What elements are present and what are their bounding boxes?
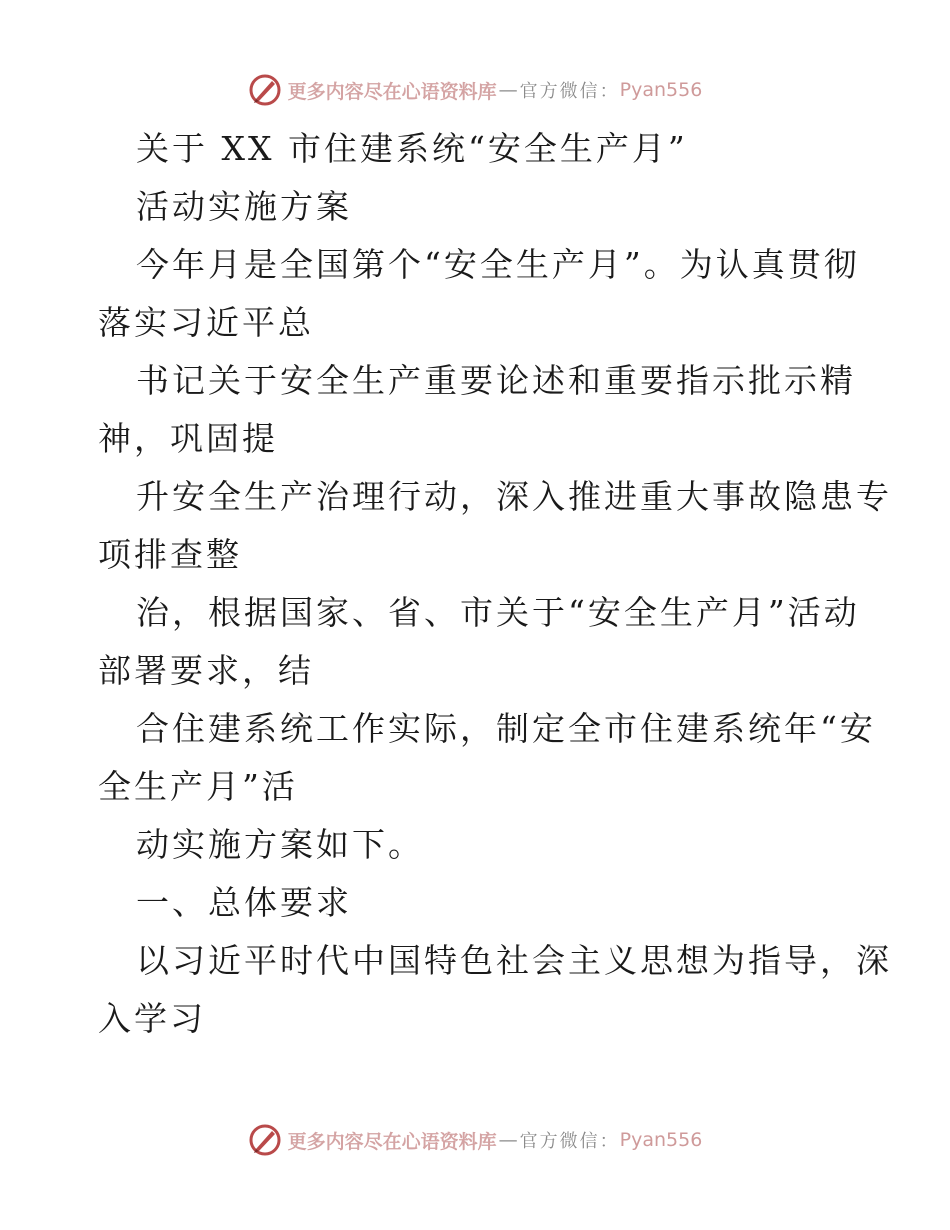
text-line: 今年月是全国第个“安全生产月”。为认真贯彻 bbox=[136, 245, 860, 284]
text-line: 关于 XX 市住建系统“安全生产月” bbox=[136, 129, 688, 168]
banner-dash: — bbox=[498, 79, 518, 101]
text-line: 一、总体要求 bbox=[136, 883, 352, 922]
header-banner bbox=[0, 70, 950, 110]
text-line: 部署要求，结 bbox=[98, 651, 314, 690]
text-line: 项排查整 bbox=[98, 535, 242, 574]
banner-sub-text: 官方微信： bbox=[519, 1131, 620, 1152]
text-line: 合住建系统工作实际，制定全市住建系统年“安 bbox=[136, 709, 876, 748]
quill-logo-icon bbox=[248, 1123, 282, 1157]
banner-sub-text: 官方微信： bbox=[519, 81, 620, 102]
banner-main-text: 更多内容尽在心语资料库 bbox=[287, 1130, 497, 1153]
text-line: 动实施方案如下。 bbox=[136, 825, 424, 864]
text-line: 升安全生产治理行动，深入推进重大事故隐患专 bbox=[136, 477, 892, 516]
document-body bbox=[98, 120, 892, 1048]
banner-wechat-id: Pyan556 bbox=[619, 79, 703, 101]
text-line: 入学习 bbox=[98, 999, 206, 1038]
text-line: 神，巩固提 bbox=[98, 419, 278, 458]
text-line: 落实习近平总 bbox=[98, 303, 314, 342]
banner-dash: — bbox=[498, 1129, 518, 1151]
banner-main-text: 更多内容尽在心语资料库 bbox=[287, 80, 497, 103]
text-line: 书记关于安全生产重要论述和重要指示批示精 bbox=[136, 361, 856, 400]
text-line: 以习近平时代中国特色社会主义思想为指导，深 bbox=[136, 941, 892, 980]
quill-logo-icon bbox=[248, 73, 282, 107]
footer-banner bbox=[0, 1120, 950, 1160]
text-line: 全生产月”活 bbox=[98, 767, 298, 806]
text-line: 治，根据国家、省、市关于“安全生产月”活动 bbox=[136, 593, 860, 632]
text-line: 活动实施方案 bbox=[136, 187, 352, 226]
banner-wechat-id: Pyan556 bbox=[619, 1129, 703, 1151]
